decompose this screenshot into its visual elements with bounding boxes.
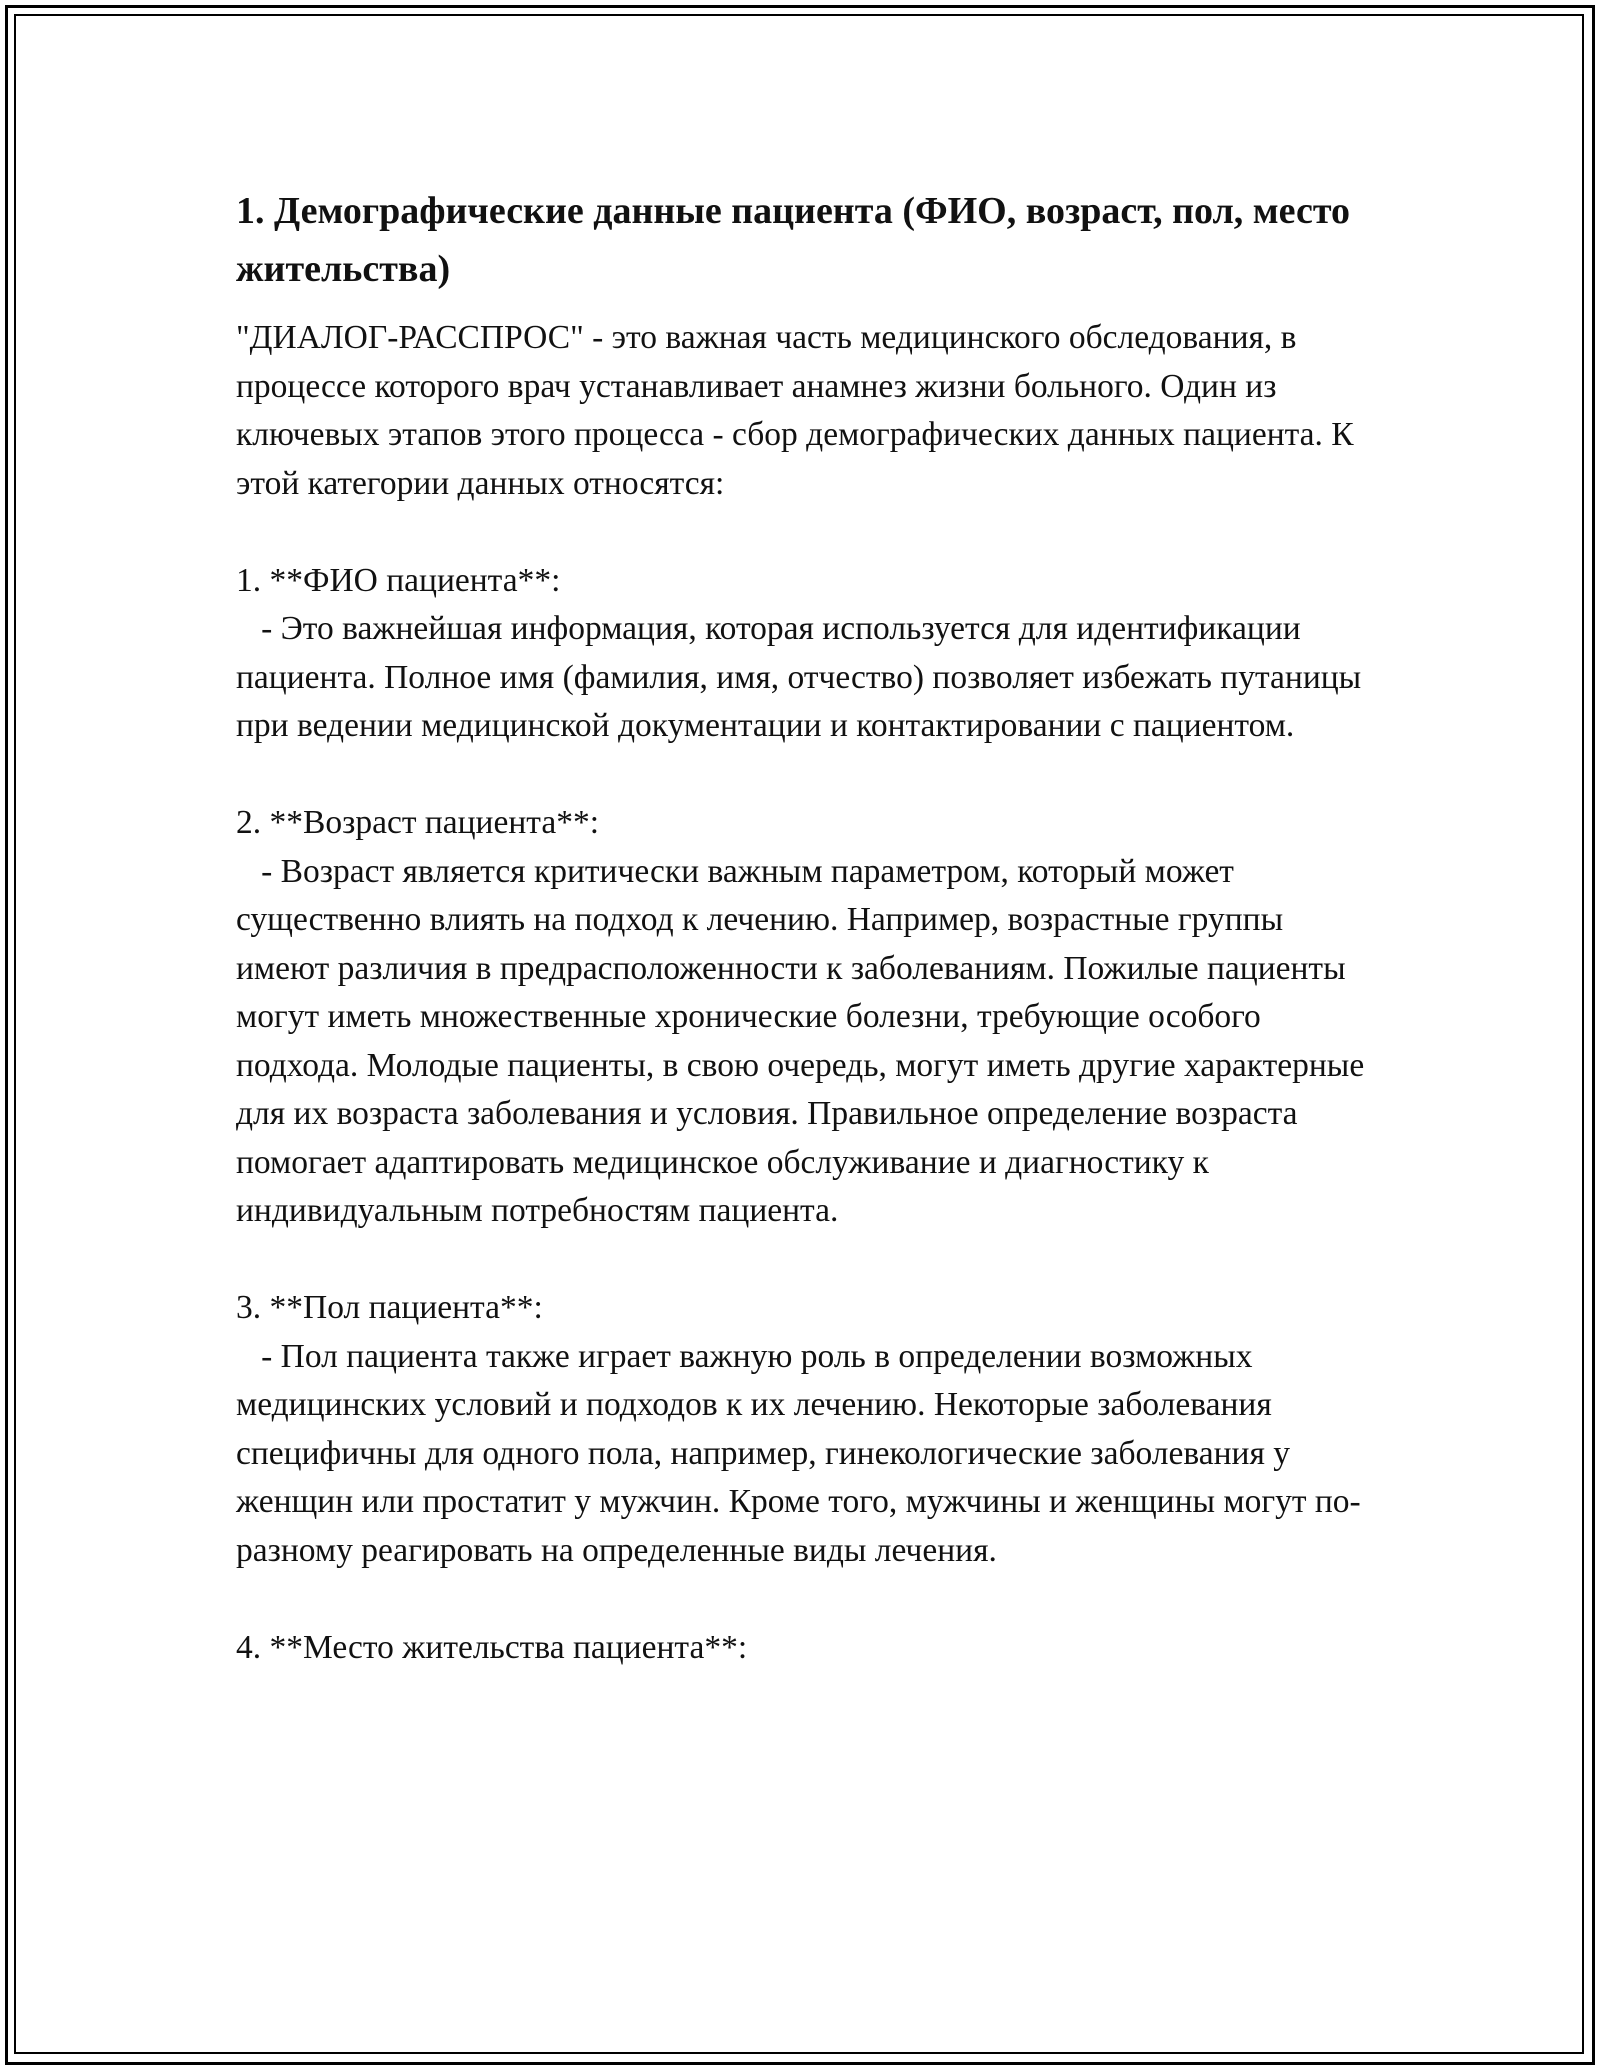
section-body: - Пол пациента также играет важную роль в определении возможных медицинских условий и подходов к их лечению. Некоторые заболевания специфичны для одного пола, например, гинекологические заболевания у женщин или простатит у мужчин. Кроме того, мужчины и женщины могут по-разному реагировать на определенные виды лечения. — [236, 1337, 1361, 1569]
intro-paragraph: "ДИАЛОГ-РАССПРОС" - это важная часть медицинского обследования, в процессе которого врач устанавливает анамнез жизни больного. Один из ключевых этапов этого процесса - сбор демографических данных пациента. К этой категории данных относятся: — [236, 319, 1363, 502]
section-age — [236, 799, 1376, 1236]
document-body — [236, 182, 1376, 1672]
section-title: 1. **ФИО пациента**: — [236, 561, 561, 599]
section-title: 2. **Возраст пациента**: — [236, 804, 600, 841]
section-title: 3. **Пол пациента**: — [236, 1289, 543, 1326]
section-title: 4. **Место жительства пациента**: — [236, 1628, 748, 1666]
section-fio — [236, 557, 1376, 751]
section-sex — [236, 1284, 1376, 1575]
section-residence — [236, 1624, 1376, 1673]
section-body: - Это важнейшая информация, которая используется для идентификации пациента. Полное имя (фамилия, имя, отчество) позволяет избежать путаницы при ведении медицинской документации и контактировании с пациентом. — [236, 610, 1370, 744]
document-heading: 1. Демографические данные пациента (ФИО, возраст, пол, место жительства) — [236, 190, 1351, 290]
section-body: - Возраст является критически важным параметром, который может существенно влиять на подход к лечению. Например, возрастные группы имеют различия в предрасположенности к заболеваниям. Пожилые пациенты могут иметь множественные хронические болезни, требующие особого подхода. Молодые пациенты, в свою очередь, могут иметь другие характерные для их возраста заболевания и условия. Правильное определение возраста помогает адаптировать медицинское обслуживание и диагностику к индивидуальным потребностям пациента. — [236, 852, 1373, 1229]
